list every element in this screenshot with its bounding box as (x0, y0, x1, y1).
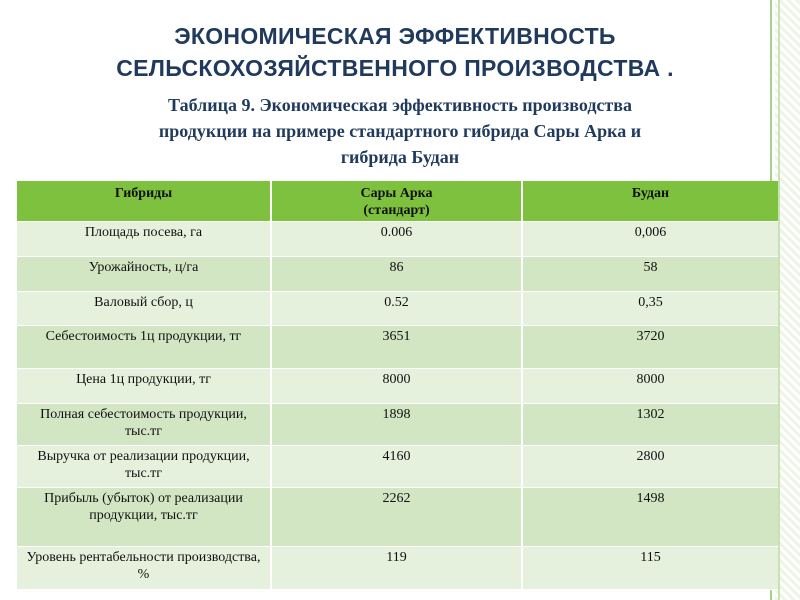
table-row (17, 257, 778, 292)
table-caption (100, 92, 700, 170)
row-label: Цена 1ц продукции, тг (76, 372, 211, 387)
table-row (17, 369, 778, 404)
header-sary-arka-note: (стандарт) (363, 203, 430, 218)
sary-arka-value: 2262 (270, 488, 521, 546)
slide-title (0, 20, 790, 84)
table-row (17, 292, 778, 326)
budan-value: 115 (521, 547, 778, 589)
caption-line-3: гибрида Будан (340, 147, 460, 167)
budan-value: 1498 (521, 488, 778, 546)
sary-arka-value: 1898 (270, 404, 521, 445)
header-hybrids: Гибриды (114, 186, 173, 201)
header-sary-arka-name: Сары Арка (360, 186, 433, 201)
table-row (17, 547, 778, 590)
sary-arka-value: 4160 (270, 446, 521, 487)
sary-arka-value: 119 (270, 547, 521, 589)
table-row (17, 404, 778, 446)
title-line-1: ЭКОНОМИЧЕСКАЯ ЭФФЕКТИВНОСТЬ (174, 23, 616, 49)
table-row (17, 446, 778, 488)
sary-arka-value: 0.006 (270, 222, 521, 256)
caption-line-1: Таблица 9. Экономическая эффективность производства (168, 95, 632, 115)
table-header-row (17, 181, 778, 222)
row-label: Валовый сбор, ц (94, 295, 193, 310)
sary-arka-value: 8000 (270, 369, 521, 403)
header-budan: Будан (521, 181, 778, 221)
budan-value: 1302 (521, 404, 778, 445)
budan-value: 0,006 (521, 222, 778, 256)
table-row (17, 222, 778, 257)
row-label: Прибыль (убыток) от реализации продукции, тыс.тг (44, 491, 243, 523)
budan-value: 58 (521, 257, 778, 291)
budan-value: 3720 (521, 326, 778, 368)
header-sary-arka (270, 181, 521, 221)
budan-value: 0,35 (521, 292, 778, 325)
budan-value: 2800 (521, 446, 778, 487)
row-label: Выручка от реализации продукции, тыс.тг (37, 449, 250, 481)
title-line-2: СЕЛЬСКОХОЗЯЙСТВЕННОГО ПРОИЗВОДСТВА . (116, 55, 674, 81)
sary-arka-value: 0.52 (270, 292, 521, 325)
row-label: Площадь посева, га (84, 225, 203, 240)
row-label: Полная себестоимость продукции, тыс.тг (40, 407, 247, 439)
table-row (17, 326, 778, 369)
decorative-stripe-inner (778, 0, 780, 600)
caption-line-2: продукции на примере стандартного гибрида Сары Арка и (158, 121, 642, 141)
row-label: Урожайность, ц/га (88, 260, 199, 275)
row-label: Уровень рентабельности производства, % (26, 550, 261, 582)
row-label: Себестоимость 1ц продукции, тг (45, 329, 242, 344)
efficiency-table (17, 181, 778, 590)
table-row (17, 488, 778, 547)
sary-arka-value: 86 (270, 257, 521, 291)
budan-value: 8000 (521, 369, 778, 403)
sary-arka-value: 3651 (270, 326, 521, 368)
